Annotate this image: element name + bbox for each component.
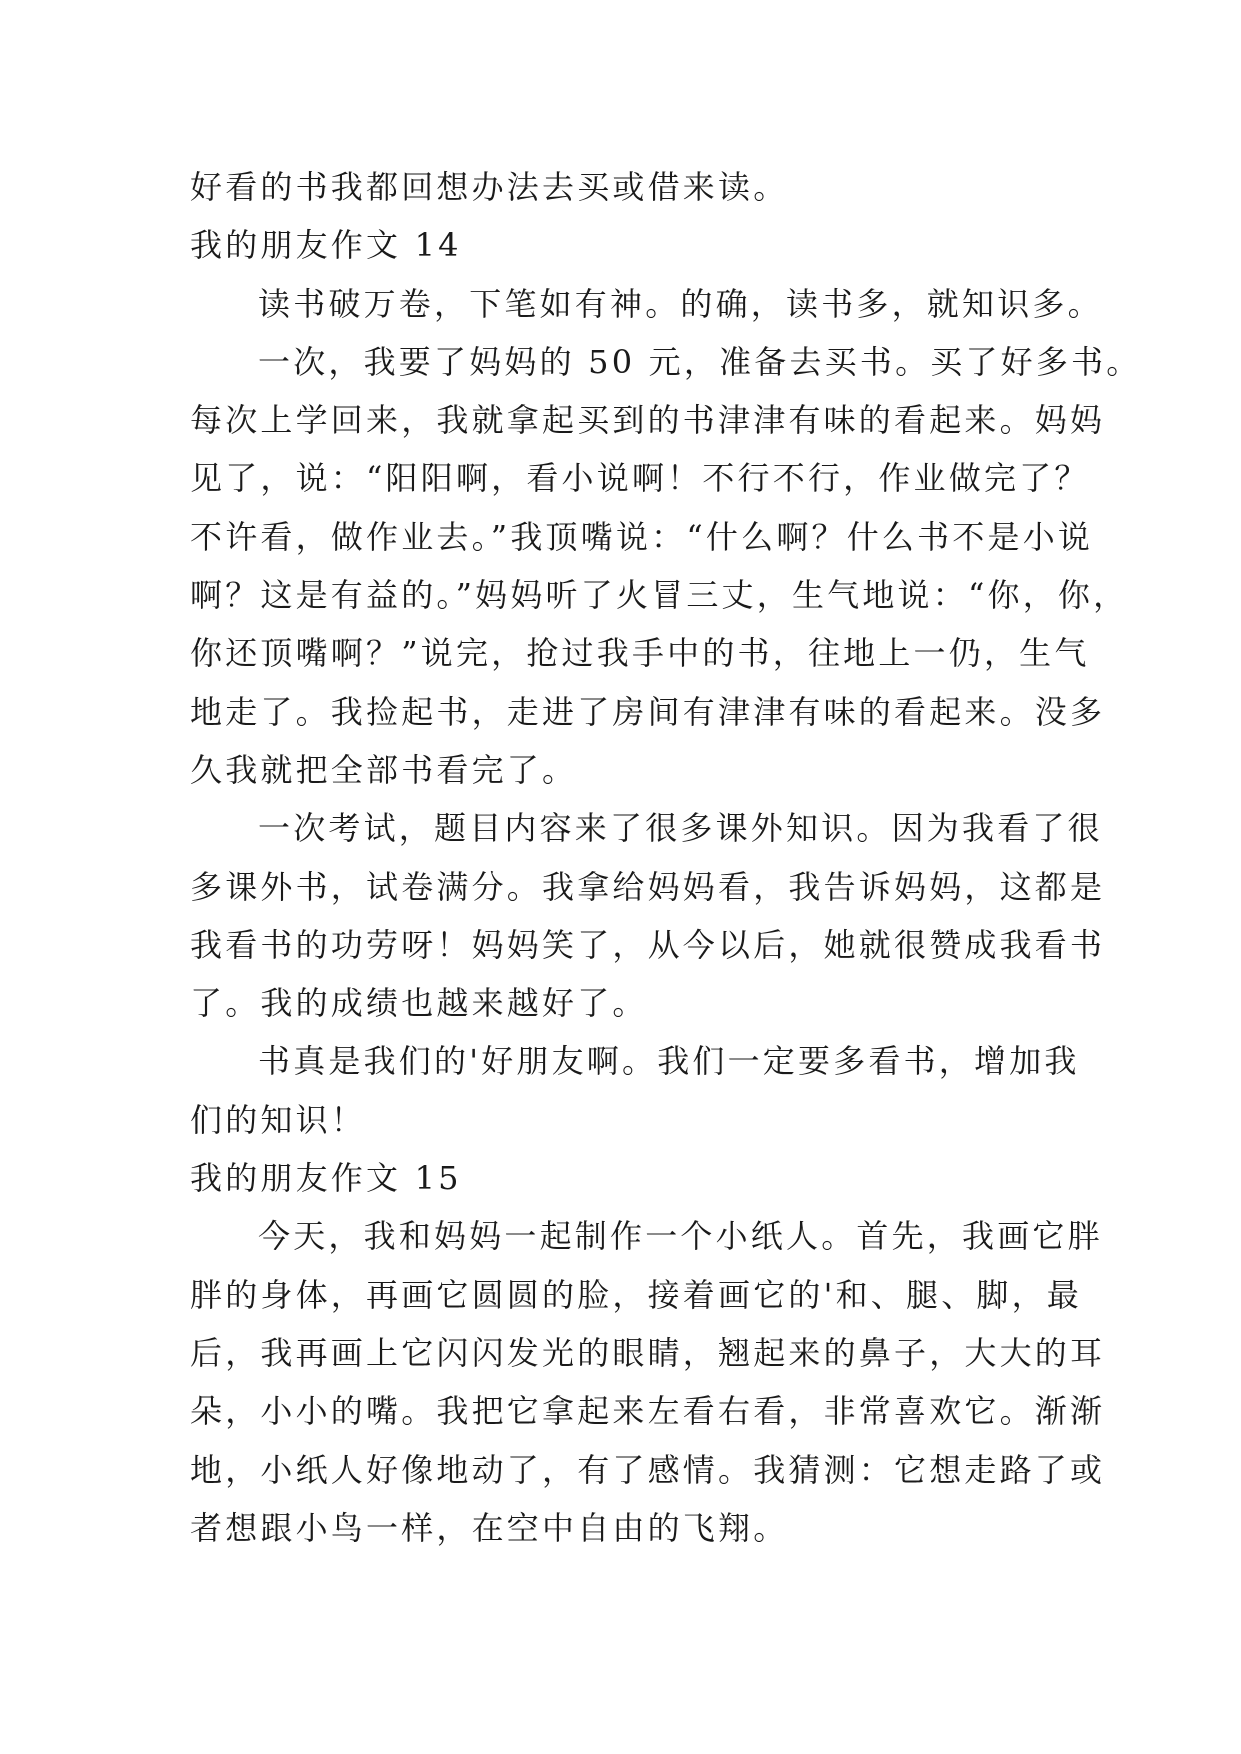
section-heading-15: 我的朋友作文 15 — [190, 1159, 462, 1198]
body-line: 地，小纸人好像地动了，有了感情。我猜测：它想走路了或 — [190, 1450, 1106, 1489]
body-line: 们的知识！ — [190, 1100, 367, 1139]
body-line: 你还顶嘴啊？”说完，抢过我手中的书，往地上一仍，生气 — [190, 634, 1090, 673]
body-line: 地走了。我捡起书，走进了房间有津津有味的看起来。没多 — [190, 692, 1106, 731]
body-line: 了。我的成绩也越来越好了。 — [190, 984, 648, 1023]
body-line: 我看书的功劳呀！妈妈笑了，从今以后，她就很赞成我看书 — [190, 925, 1106, 964]
paragraph-line: 书真是我们的'好朋友啊。我们一定要多看书，增加我 — [258, 1042, 1080, 1081]
body-line: 久我就把全部书看完了。 — [190, 750, 578, 789]
paragraph-line: 读书破万卷，下笔如有神。的确，读书多，就知识多。 — [258, 284, 1103, 323]
paragraph-line: 一次考试，题目内容来了很多课外知识。因为我看了很 — [258, 809, 1103, 848]
body-line: 多课外书，试卷满分。我拿给妈妈看，我告诉妈妈，这都是 — [190, 867, 1106, 906]
body-line: 朵，小小的嘴。我把它拿起来左看右看，非常喜欢它。渐渐 — [190, 1392, 1106, 1431]
paragraph-line: 一次，我要了妈妈的 50 元，准备去买书。买了好多书。 — [258, 342, 1142, 381]
body-line: 见了，说：“阳阳啊，看小说啊！不行不行，作业做完了？ — [190, 459, 1090, 498]
body-line: 不许看，做作业去。”我顶嘴说：“什么啊？什么书不是小说 — [190, 517, 1094, 556]
document-body — [190, 158, 1142, 1557]
body-line: 每次上学回来，我就拿起买到的书津津有味的看起来。妈妈 — [190, 401, 1106, 440]
paragraph-line: 今天，我和妈妈一起制作一个小纸人。首先，我画它胖 — [258, 1217, 1103, 1256]
body-line: 啊？这是有益的。”妈妈听了火冒三丈，生气地说：“你，你， — [190, 576, 1129, 615]
body-line: 胖的身体，再画它圆圆的脸，接着画它的'和、腿、脚，最 — [190, 1275, 1082, 1314]
body-line: 好看的书我都回想办法去买或借来读。 — [190, 168, 789, 206]
body-line: 者想跟小鸟一样，在空中自由的飞翔。 — [190, 1508, 789, 1547]
section-heading-14: 我的朋友作文 14 — [190, 226, 462, 265]
body-line: 后，我再画上它闪闪发光的眼睛，翘起来的鼻子，大大的耳 — [190, 1333, 1106, 1372]
